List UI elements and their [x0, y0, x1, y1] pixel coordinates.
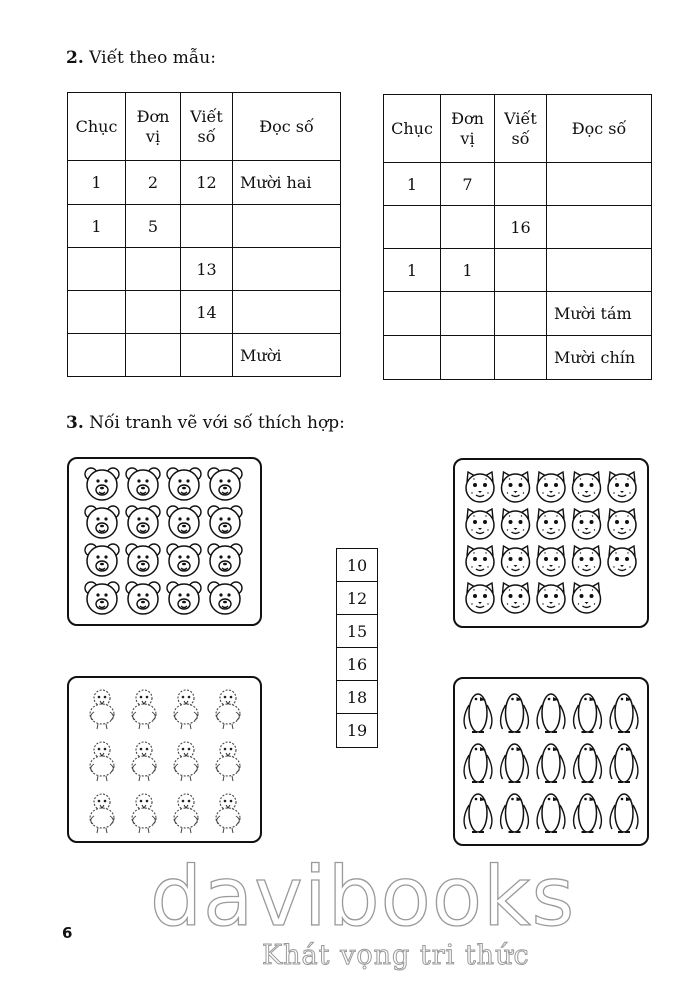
left-number-table: [67, 92, 341, 377]
cell-viet-so: [495, 292, 547, 336]
bear-face-icon: [126, 544, 160, 576]
table-row: [68, 334, 341, 377]
cat-face-icon: [466, 546, 494, 576]
header-chuc: Chục: [384, 95, 441, 163]
header-don-vi: Đơn vị: [441, 95, 495, 163]
bear-face-icon: [85, 544, 119, 576]
chick-icon: [132, 794, 156, 833]
chick-icon: [174, 690, 198, 729]
cell-chuc: [68, 248, 126, 291]
cell-don-vi: [126, 291, 181, 334]
cat-face-icon: [466, 472, 494, 502]
penguin-icon: [574, 744, 602, 782]
number-cell[interactable]: 10: [337, 549, 377, 582]
picture-box-cats[interactable]: [453, 458, 649, 628]
cell-viet-so: [495, 249, 547, 292]
cat-face-icon: [502, 583, 530, 613]
cell-viet-so: [181, 334, 233, 377]
cell-viet-so: 13: [181, 248, 233, 291]
cell-chuc: 1: [384, 249, 441, 292]
table-row: [68, 161, 341, 205]
header-don-vi: Đơn vị: [126, 93, 181, 161]
cell-viet-so: 16: [495, 206, 547, 249]
header-doc-so: Đọc số: [233, 93, 341, 161]
cat-face-icon: [573, 546, 601, 576]
cell-doc-so: [547, 163, 652, 206]
penguin-icon: [501, 794, 529, 832]
bear-face-icon: [167, 506, 201, 538]
cell-doc-so: Mười: [233, 334, 341, 377]
chick-icon: [90, 742, 114, 781]
cat-face-icon: [573, 583, 601, 613]
picture-box-penguins[interactable]: [453, 677, 649, 846]
cell-don-vi: [126, 248, 181, 291]
cell-doc-so: [233, 291, 341, 334]
number-cell[interactable]: 18: [337, 681, 377, 714]
cell-chuc: [68, 291, 126, 334]
cat-face-icon: [537, 583, 565, 613]
bear-face-icon: [126, 582, 160, 614]
bear-face-icon: [85, 506, 119, 538]
table-row: [384, 163, 652, 206]
table-row: [68, 248, 341, 291]
cell-doc-so: Mười chín: [547, 336, 652, 380]
picture-box-bears[interactable]: [67, 457, 262, 626]
cat-face-icon: [608, 472, 636, 502]
cat-face-icon: [537, 546, 565, 576]
cell-viet-so: [495, 336, 547, 380]
cell-viet-so: 14: [181, 291, 233, 334]
page-number: 6: [62, 924, 73, 942]
bear-face-icon: [208, 506, 242, 538]
cell-viet-so: [495, 163, 547, 206]
penguin-icon: [537, 794, 565, 832]
cell-chuc: [384, 206, 441, 249]
cell-chuc: [384, 336, 441, 380]
cell-viet-so: 12: [181, 161, 233, 205]
bear-face-icon: [167, 468, 201, 500]
chick-icon: [132, 690, 156, 729]
penguin-icon: [537, 694, 565, 732]
cell-don-vi: [441, 336, 495, 380]
cell-chuc: 1: [68, 161, 126, 205]
penguin-icon: [537, 744, 565, 782]
header-doc-so: Đọc số: [547, 95, 652, 163]
cat-face-icon: [537, 509, 565, 539]
chick-icon: [216, 690, 240, 729]
cell-doc-so: [547, 249, 652, 292]
watermark-slogan: Khát vọng tri thức: [262, 940, 530, 971]
number-cell[interactable]: 12: [337, 582, 377, 615]
penguin-icon: [464, 694, 492, 732]
cell-don-vi: [441, 206, 495, 249]
number-column: [336, 548, 378, 748]
penguin-icon: [501, 744, 529, 782]
cat-face-icon: [502, 472, 530, 502]
table-row: [384, 249, 652, 292]
cell-doc-so: Mười hai: [233, 161, 341, 205]
cell-chuc: 1: [384, 163, 441, 206]
chick-icon: [174, 794, 198, 833]
table-row: [384, 206, 652, 249]
table-row: [384, 292, 652, 336]
chick-icon: [90, 794, 114, 833]
cell-viet-so: [181, 205, 233, 248]
bear-face-icon: [208, 468, 242, 500]
cat-face-icon: [502, 509, 530, 539]
header-chuc: Chục: [68, 93, 126, 161]
cell-doc-so: [233, 248, 341, 291]
penguin-icon: [610, 744, 638, 782]
table-row: [68, 291, 341, 334]
number-cell[interactable]: 19: [346, 721, 368, 740]
cell-doc-so: Mười tám: [547, 292, 652, 336]
cell-don-vi: 2: [126, 161, 181, 205]
cat-face-icon: [466, 509, 494, 539]
exercise-2-heading: 2. Viết theo mẫu:: [66, 48, 216, 68]
chick-icon: [90, 690, 114, 729]
bear-face-icon: [208, 544, 242, 576]
bear-face-icon: [85, 468, 119, 500]
cell-don-vi: 7: [441, 163, 495, 206]
bear-face-icon: [167, 582, 201, 614]
number-cell[interactable]: 15: [337, 615, 377, 648]
bear-face-grid: [69, 459, 260, 624]
right-number-table: [383, 94, 652, 380]
chick-grid: [69, 678, 260, 841]
cat-face-icon: [608, 546, 636, 576]
penguin-icon: [574, 794, 602, 832]
cell-doc-so: [233, 205, 341, 248]
chick-icon: [216, 794, 240, 833]
chick-icon: [132, 742, 156, 781]
bear-face-icon: [167, 544, 201, 576]
table-row: [384, 336, 652, 380]
bear-face-icon: [208, 582, 242, 614]
cat-face-icon: [573, 509, 601, 539]
penguin-icon: [574, 694, 602, 732]
chick-icon: [174, 742, 198, 781]
penguin-icon: [464, 794, 492, 832]
table-row: [68, 205, 341, 248]
penguin-icon: [610, 794, 638, 832]
cell-chuc: [68, 334, 126, 377]
cell-don-vi: 5: [126, 205, 181, 248]
cat-face-icon: [537, 472, 565, 502]
cell-don-vi: [441, 292, 495, 336]
watermark-brand: davibooks: [150, 850, 576, 945]
cell-don-vi: [126, 334, 181, 377]
chick-icon: [216, 742, 240, 781]
penguin-grid: [455, 679, 647, 844]
cell-doc-so: [547, 206, 652, 249]
cell-chuc: [384, 292, 441, 336]
cat-face-icon: [608, 509, 636, 539]
cat-face-icon: [466, 583, 494, 613]
penguin-icon: [610, 694, 638, 732]
header-viet-so: Viết số: [495, 95, 547, 163]
cell-chuc: 1: [68, 205, 126, 248]
cell-don-vi: 1: [441, 249, 495, 292]
picture-box-chicks[interactable]: [67, 676, 262, 843]
penguin-icon: [501, 694, 529, 732]
penguin-icon: [464, 744, 492, 782]
exercise-3-heading: 3. Nối tranh vẽ với số thích hợp:: [66, 413, 345, 433]
number-cell[interactable]: 16: [337, 648, 377, 681]
cat-face-grid: [455, 460, 647, 626]
bear-face-icon: [85, 582, 119, 614]
bear-face-icon: [126, 468, 160, 500]
cat-face-icon: [573, 472, 601, 502]
cat-face-icon: [502, 546, 530, 576]
bear-face-icon: [126, 506, 160, 538]
header-viet-so: Viết số: [181, 93, 233, 161]
